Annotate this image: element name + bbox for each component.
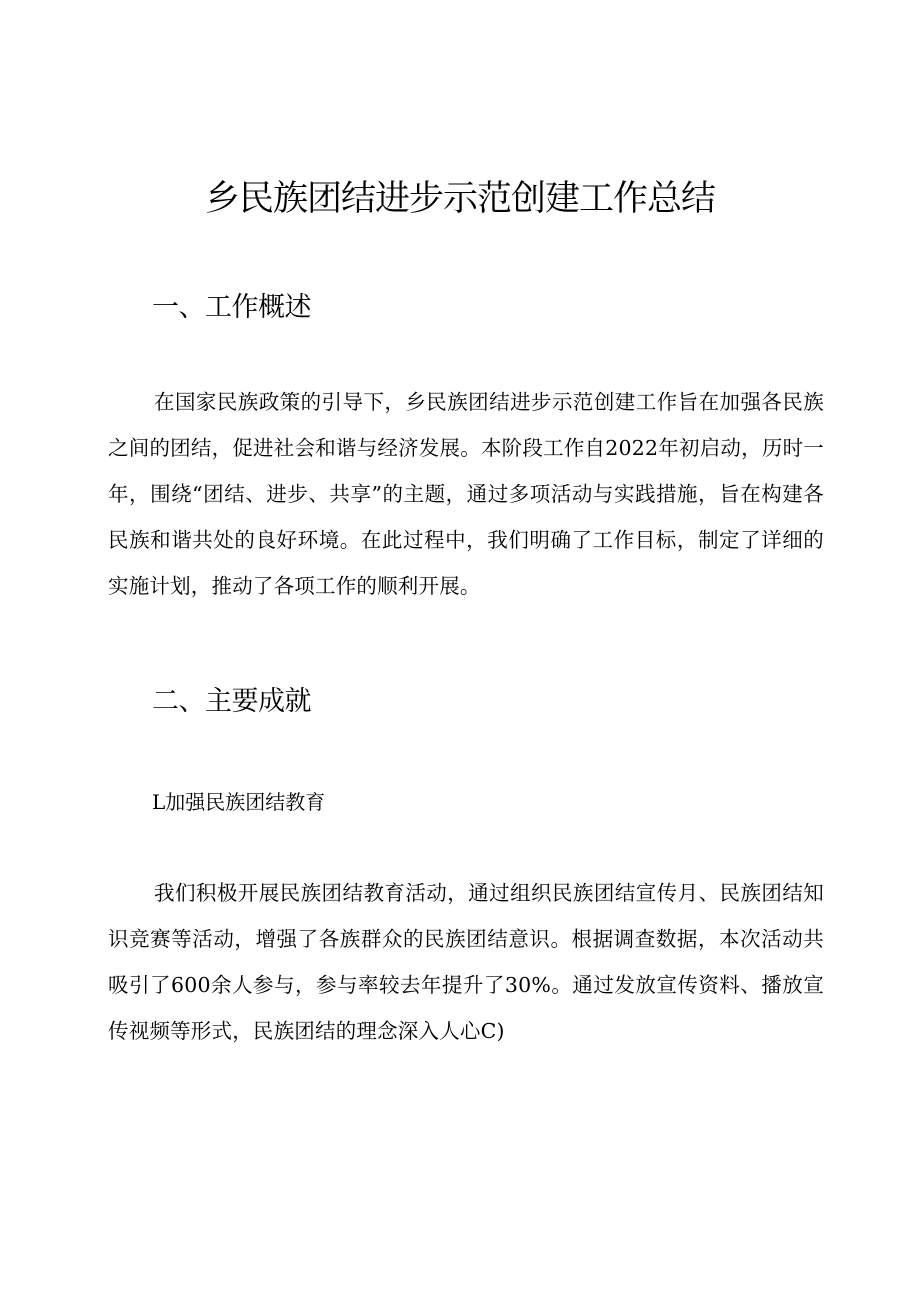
section-heading-overview: 一、工作概述 (152, 292, 311, 323)
subheading-ethnic-unity-education: L加强民族团结教育 (152, 790, 326, 814)
section-heading-achievements: 二、主要成就 (152, 686, 311, 717)
document-title: 乡民族团结进步示范创建工作总结 (204, 179, 715, 219)
education-paragraph: 我们积极开展民族团结教育活动，通过组织民族团结宣传月、民族团结知识竞赛等活动，增强了各族群众的民族团结意识。根据调查数据，本次活动共吸引了600余人参与，参与率较去年提升了30%。通过发放宣传资料、播放宣传视频等形式，民族团结的理念深入人心C) (108, 881, 824, 1043)
overview-paragraph: 在国家民族政策的引导下，乡民族团结进步示范创建工作旨在加强各民族之间的团结，促进社会和谐与经济发展。本阶段工作自2022年初启动，历时一年，围绕“团结、进步、共享”的主题，通过多项活动与实践措施，旨在构建各民族和谐共处的良好环境。在此过程中，我们明确了工作目标，制定了详细的实施计划，推动了各项工作的顺利开展。 (108, 390, 824, 598)
